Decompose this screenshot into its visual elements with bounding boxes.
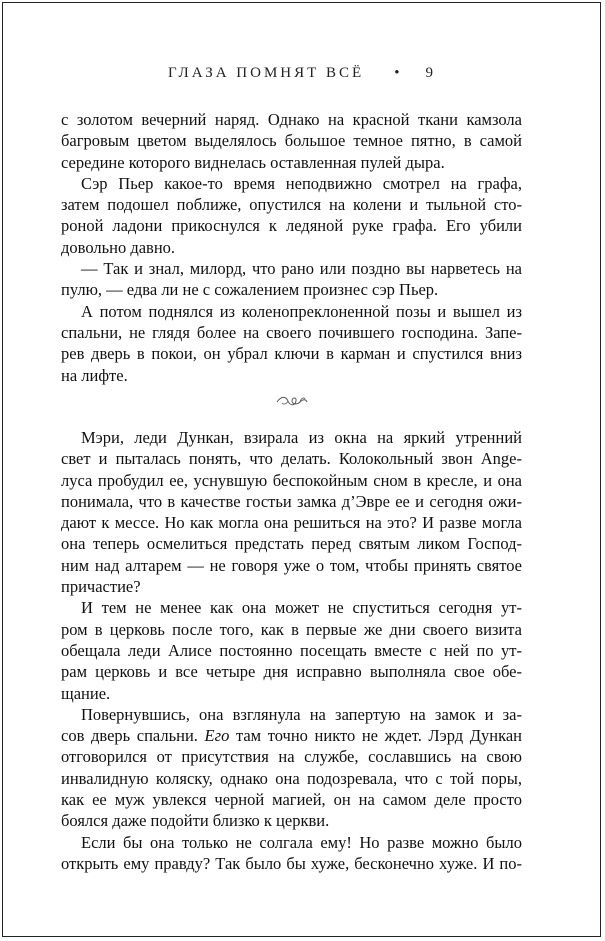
text-line: И тем не менее как она может не спуститься сегодня ут- [81, 598, 522, 618]
text-line: обещала леди Алисе постоянно посещать вместе с ней по ут- [61, 640, 522, 660]
text-line: Мэри, леди Дункан, взирала из окна на яркий утренний [81, 428, 522, 447]
text-line: ним над алтарем — не говоря уже о том, чтобы принять святое [61, 555, 522, 575]
text-line: затем подошел поближе, опустился на колени и тыльной сто- [61, 195, 522, 215]
text-line: как ее муж увлекся черной магией, он на самом деле просто [61, 790, 522, 810]
text-line: щание. [61, 683, 111, 703]
text-line: она теперь осмелиться предстать перед святым ликом Господ- [61, 534, 522, 554]
text-line: отговорился от присутствия на службе, сославшись на свою [61, 747, 522, 767]
text-line: понимала, что в качестве гостьи замка д’Эвре ее и сегодня ожи- [61, 491, 522, 511]
running-header [3, 65, 600, 82]
text-line: с золотом вечерний наряд. Однако на красной ткани камзола [61, 110, 522, 129]
text-line [61, 725, 522, 746]
text-section-1 [61, 109, 522, 386]
text-line: довольно давно. [61, 237, 176, 257]
text-line: пулю, — едва ли не с сожалением произнес сэр Пьер. [61, 280, 439, 300]
text-line: инвалидную коляску, однако она подозревала, что с той поры, [61, 768, 522, 788]
text-line: Повернувшись, она взглянула на запертую на замок и за- [81, 704, 522, 724]
text-line: свет и пыталась понять, что делать. Колокольный звон Ange- [61, 449, 522, 469]
italic-word: Его [204, 726, 230, 746]
text-line: рев дверь в покои, он убрал ключи в карман и спустился вниз [61, 344, 522, 364]
text-line: Сэр Пьер какое-то время неподвижно смотрел на графа, [81, 173, 522, 193]
page-number: 9 [425, 65, 435, 81]
book-page [2, 2, 601, 937]
text-line: А потом поднялся из коленопреклоненной позы и вышел из [81, 301, 522, 321]
text-line: спальни, не глядя более на своего почившего господина. Запе- [61, 322, 522, 342]
text-line: середине которого виднелась оставленная пулей дыра. [61, 152, 445, 172]
section-divider-ornament-icon [275, 394, 309, 408]
text-fragment: сов дверь спальни. [61, 726, 205, 746]
running-title: ГЛАЗА ПОМНЯТ ВСЁ [168, 65, 365, 81]
text-fragment: там точно никто не ждет. Лэрд Дункан [229, 726, 522, 746]
text-line: Если бы она только не солгала ему! Но разве можно было [81, 832, 522, 852]
text-line: багровым цветом выделялось большое темное пятно, в самой [61, 131, 522, 151]
text-section-2 [61, 427, 522, 874]
text-line: причастие? [61, 577, 141, 597]
text-line: боялся даже подойти близко к церкви. [61, 811, 330, 831]
text-line: — Так и знал, милорд, что рано или поздно вы нарветесь на [81, 259, 522, 279]
text-line: луса пробудил ее, уснувшую беспокойным сном в кресле, и она [61, 470, 522, 490]
text-line: дают к мессе. Но как могла она решиться на это? И разве могла [61, 513, 522, 533]
text-line: ром в церковь после того, как в первые же дни своего визита [61, 619, 522, 639]
text-line: открыть ему правду? Так было бы хуже, бесконечно хуже. И по- [61, 853, 522, 873]
text-line: на лифте. [61, 365, 128, 385]
header-bullet: • [394, 65, 402, 81]
text-line: роной ладони прикоснулся к ледяной руке графа. Его убили [61, 216, 522, 236]
text-line: рам церковь и все четыре дня исправно выполняла свое обе- [61, 662, 522, 682]
